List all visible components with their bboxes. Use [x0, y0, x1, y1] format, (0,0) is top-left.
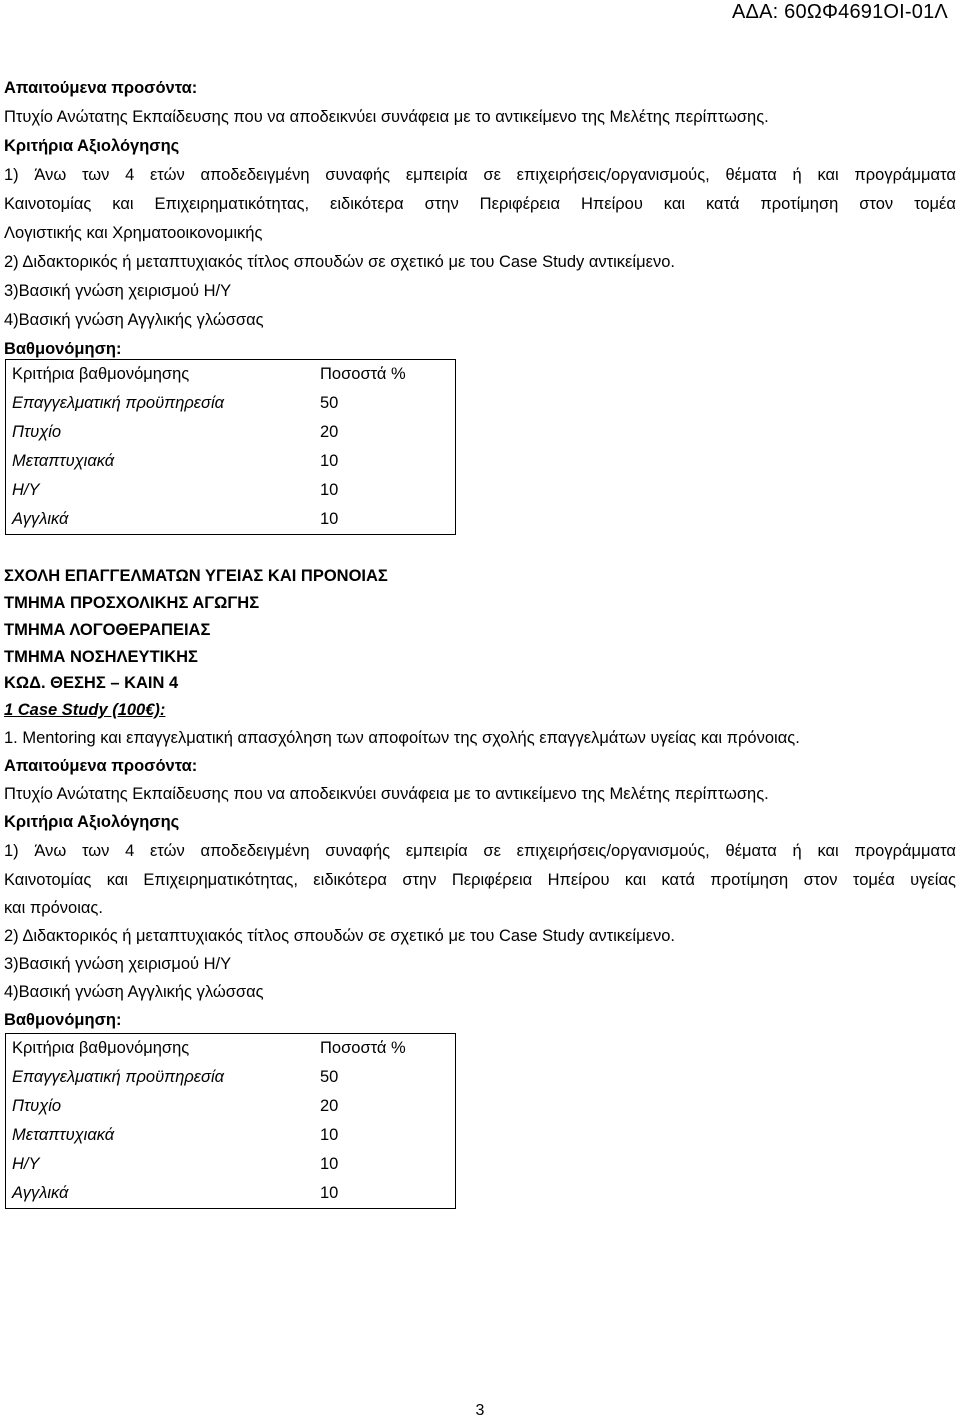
criterion-4-s2: 4)Βασική γνώση Αγγλικής γλώσσας [4, 983, 264, 1001]
table-row [6, 505, 455, 534]
word: και [817, 166, 839, 184]
requirements-label-1: Απαιτούμενα προσόντα: [4, 79, 198, 97]
word: 1) [4, 842, 19, 860]
criteria-label-1: Κριτήρια Αξιολόγησης [4, 137, 180, 155]
word: θέματα [725, 842, 777, 860]
table-cell-percent: 50 [320, 394, 339, 412]
table-cell-criterion: Πτυχίο [12, 1097, 62, 1115]
criterion-1-line-1-s1 [4, 165, 956, 185]
requirements-label-2: Απαιτούμενα προσόντα: [4, 757, 198, 775]
word: Ηπείρου [547, 871, 610, 889]
word: προτίμηση [710, 871, 789, 889]
grading-label-2: Βαθμονόμηση: [4, 1011, 122, 1029]
word: συναφής [325, 166, 391, 184]
word: ειδικότερα [329, 195, 404, 213]
criterion-4-s1: 4)Βασική γνώση Αγγλικής γλώσσας [4, 311, 264, 329]
table-header-criteria: Κριτήρια βαθμονόμησης [12, 1039, 190, 1057]
word: εμπειρία [405, 166, 468, 184]
word: κατά [661, 871, 695, 889]
word: στην [402, 871, 437, 889]
criterion-1-line-3-s2: και πρόνοιας. [4, 899, 103, 917]
word: προγράμματα [854, 842, 956, 860]
word: σε [483, 166, 501, 184]
case-study-heading: 1 Case Study (100€): [4, 701, 166, 719]
table-cell-criterion: Επαγγελματική προϋπηρεσία [12, 1068, 225, 1086]
table-cell-percent: 50 [320, 1068, 339, 1086]
word: τομέα [852, 871, 895, 889]
table-row [6, 1179, 455, 1208]
table-row [6, 476, 455, 505]
word: 4 [125, 842, 135, 860]
word: ή [792, 842, 802, 860]
word: και [624, 871, 647, 889]
criterion-2-s2: 2) Διδακτορικός ή μεταπτυχιακός τίτλος σπουδών σε σχετικό με του Case Study αντικείμενο. [4, 927, 675, 945]
word: θέματα [725, 166, 777, 184]
department-2: ΤΜΗΜΑ ΛΟΓΟΘΕΡΑΠΕΙΑΣ [4, 621, 211, 639]
table-cell-percent: 10 [320, 1184, 339, 1202]
criterion-1-line-1-s2 [4, 841, 956, 861]
word: και [106, 871, 128, 889]
word: επιχειρήσεις/οργανισμούς, [516, 166, 710, 184]
word: Ηπείρου [580, 195, 643, 213]
requirements-text-2: Πτυχίο Ανώτατης Εκπαίδευσης που να αποδεικνύει συνάφεια με το αντικείμενο της Μελέτης περίπτωσης. [4, 785, 769, 803]
word: τομέα [914, 195, 956, 213]
word: σε [483, 842, 501, 860]
word: στον [803, 871, 838, 889]
word: 4 [125, 166, 135, 184]
word: Άνω [34, 166, 67, 184]
table-cell-percent: 10 [320, 481, 339, 499]
word: Καινοτομίας [4, 871, 92, 889]
word: και [817, 842, 839, 860]
word: επιχειρήσεις/οργανισμούς, [516, 842, 710, 860]
criterion-1-line-2-s2 [4, 870, 956, 890]
word: αποδεδειγμένη [200, 166, 310, 184]
word: στον [859, 195, 894, 213]
criteria-label-2: Κριτήρια Αξιολόγησης [4, 813, 180, 831]
table-cell-percent: 20 [320, 423, 339, 441]
table-header-percent: Ποσοστά % [320, 365, 406, 383]
department-3: ΤΜΗΜΑ ΝΟΣΗΛΕΥΤΙΚΗΣ [4, 648, 198, 666]
criterion-1-line-2-s1 [4, 194, 956, 214]
case-study-item: 1. Mentoring και επαγγελματική απασχόληση των αποφοίτων της σχολής επαγγελμάτων υγείας και πρόνοιας. [4, 729, 800, 747]
table-cell-criterion: Επαγγελματική προϋπηρεσία [12, 394, 225, 412]
table-cell-percent: 10 [320, 1155, 339, 1173]
table-row [6, 418, 455, 447]
table-cell-percent: 10 [320, 1126, 339, 1144]
word: Περιφέρεια [451, 871, 533, 889]
word: προγράμματα [854, 166, 956, 184]
table-cell-criterion: Η/Υ [12, 481, 40, 499]
word: ειδικότερα [313, 871, 387, 889]
requirements-text-1: Πτυχίο Ανώτατης Εκπαίδευσης που να αποδεικνύει συνάφεια με το αντικείμενο της Μελέτης περίπτωσης. [4, 108, 769, 126]
criterion-1-line-3-s1: Λογιστικής και Χρηματοοικονομικής [4, 224, 263, 242]
position-code: ΚΩΔ. ΘΕΣΗΣ – ΚΑΙΝ 4 [4, 674, 179, 692]
grading-label-1: Βαθμονόμηση: [4, 340, 122, 358]
word: ετών [149, 842, 185, 860]
table-row [6, 1121, 455, 1150]
word: ή [792, 166, 802, 184]
grading-table-1 [5, 359, 456, 535]
word: προτίμηση [760, 195, 839, 213]
table-header-criteria: Κριτήρια βαθμονόμησης [12, 365, 190, 383]
word: στην [424, 195, 459, 213]
criterion-2-s1: 2) Διδακτορικός ή μεταπτυχιακός τίτλος σπουδών σε σχετικό με του Case Study αντικείμενο. [4, 253, 675, 271]
word: συναφής [325, 842, 391, 860]
table-row [6, 1092, 455, 1121]
word: Άνω [34, 842, 67, 860]
table-cell-criterion: Μεταπτυχιακά [12, 452, 115, 470]
word: Επιχειρηματικότητας, [154, 195, 310, 213]
word: Καινοτομίας [4, 195, 92, 213]
table-cell-criterion: Αγγλικά [12, 1184, 69, 1202]
table-cell-percent: 20 [320, 1097, 339, 1115]
ada-code: ΑΔΑ: 60ΩΦ4691ΟΙ-01Λ [732, 1, 948, 23]
table-header-row [6, 360, 455, 389]
table-cell-criterion: Αγγλικά [12, 510, 69, 528]
table-row [6, 389, 455, 418]
table-row [6, 1150, 455, 1179]
word: υγείας [910, 871, 956, 889]
table-header-percent: Ποσοστά % [320, 1039, 406, 1057]
word: Περιφέρεια [479, 195, 560, 213]
table-cell-percent: 10 [320, 510, 339, 528]
word: των [81, 166, 110, 184]
table-cell-criterion: Μεταπτυχιακά [12, 1126, 115, 1144]
criterion-3-s1: 3)Βασική γνώση χειρισμού Η/Υ [4, 282, 232, 300]
word: 1) [4, 166, 19, 184]
table-cell-criterion: Πτυχίο [12, 423, 62, 441]
word: κατά [706, 195, 740, 213]
school-title: ΣΧΟΛΗ ΕΠΑΓΓΕΛΜΑΤΩΝ ΥΓΕΙΑΣ ΚΑΙ ΠΡΟΝΟΙΑΣ [4, 567, 388, 585]
table-row [6, 447, 455, 476]
table-row [6, 1063, 455, 1092]
word: ετών [149, 166, 185, 184]
department-1: ΤΜΗΜΑ ΠΡΟΣΧΟΛΙΚΗΣ ΑΓΩΓΗΣ [4, 594, 260, 612]
page-number: 3 [475, 1402, 485, 1419]
table-header-row [6, 1034, 455, 1063]
criterion-3-s2: 3)Βασική γνώση χειρισμού Η/Υ [4, 955, 232, 973]
table-cell-criterion: Η/Υ [12, 1155, 40, 1173]
word: και [663, 195, 686, 213]
word: εμπειρία [405, 842, 468, 860]
grading-table-2 [5, 1033, 456, 1209]
word: των [81, 842, 110, 860]
word: αποδεδειγμένη [200, 842, 310, 860]
word: Επιχειρηματικότητας, [143, 871, 298, 889]
word: και [112, 195, 134, 213]
table-cell-percent: 10 [320, 452, 339, 470]
